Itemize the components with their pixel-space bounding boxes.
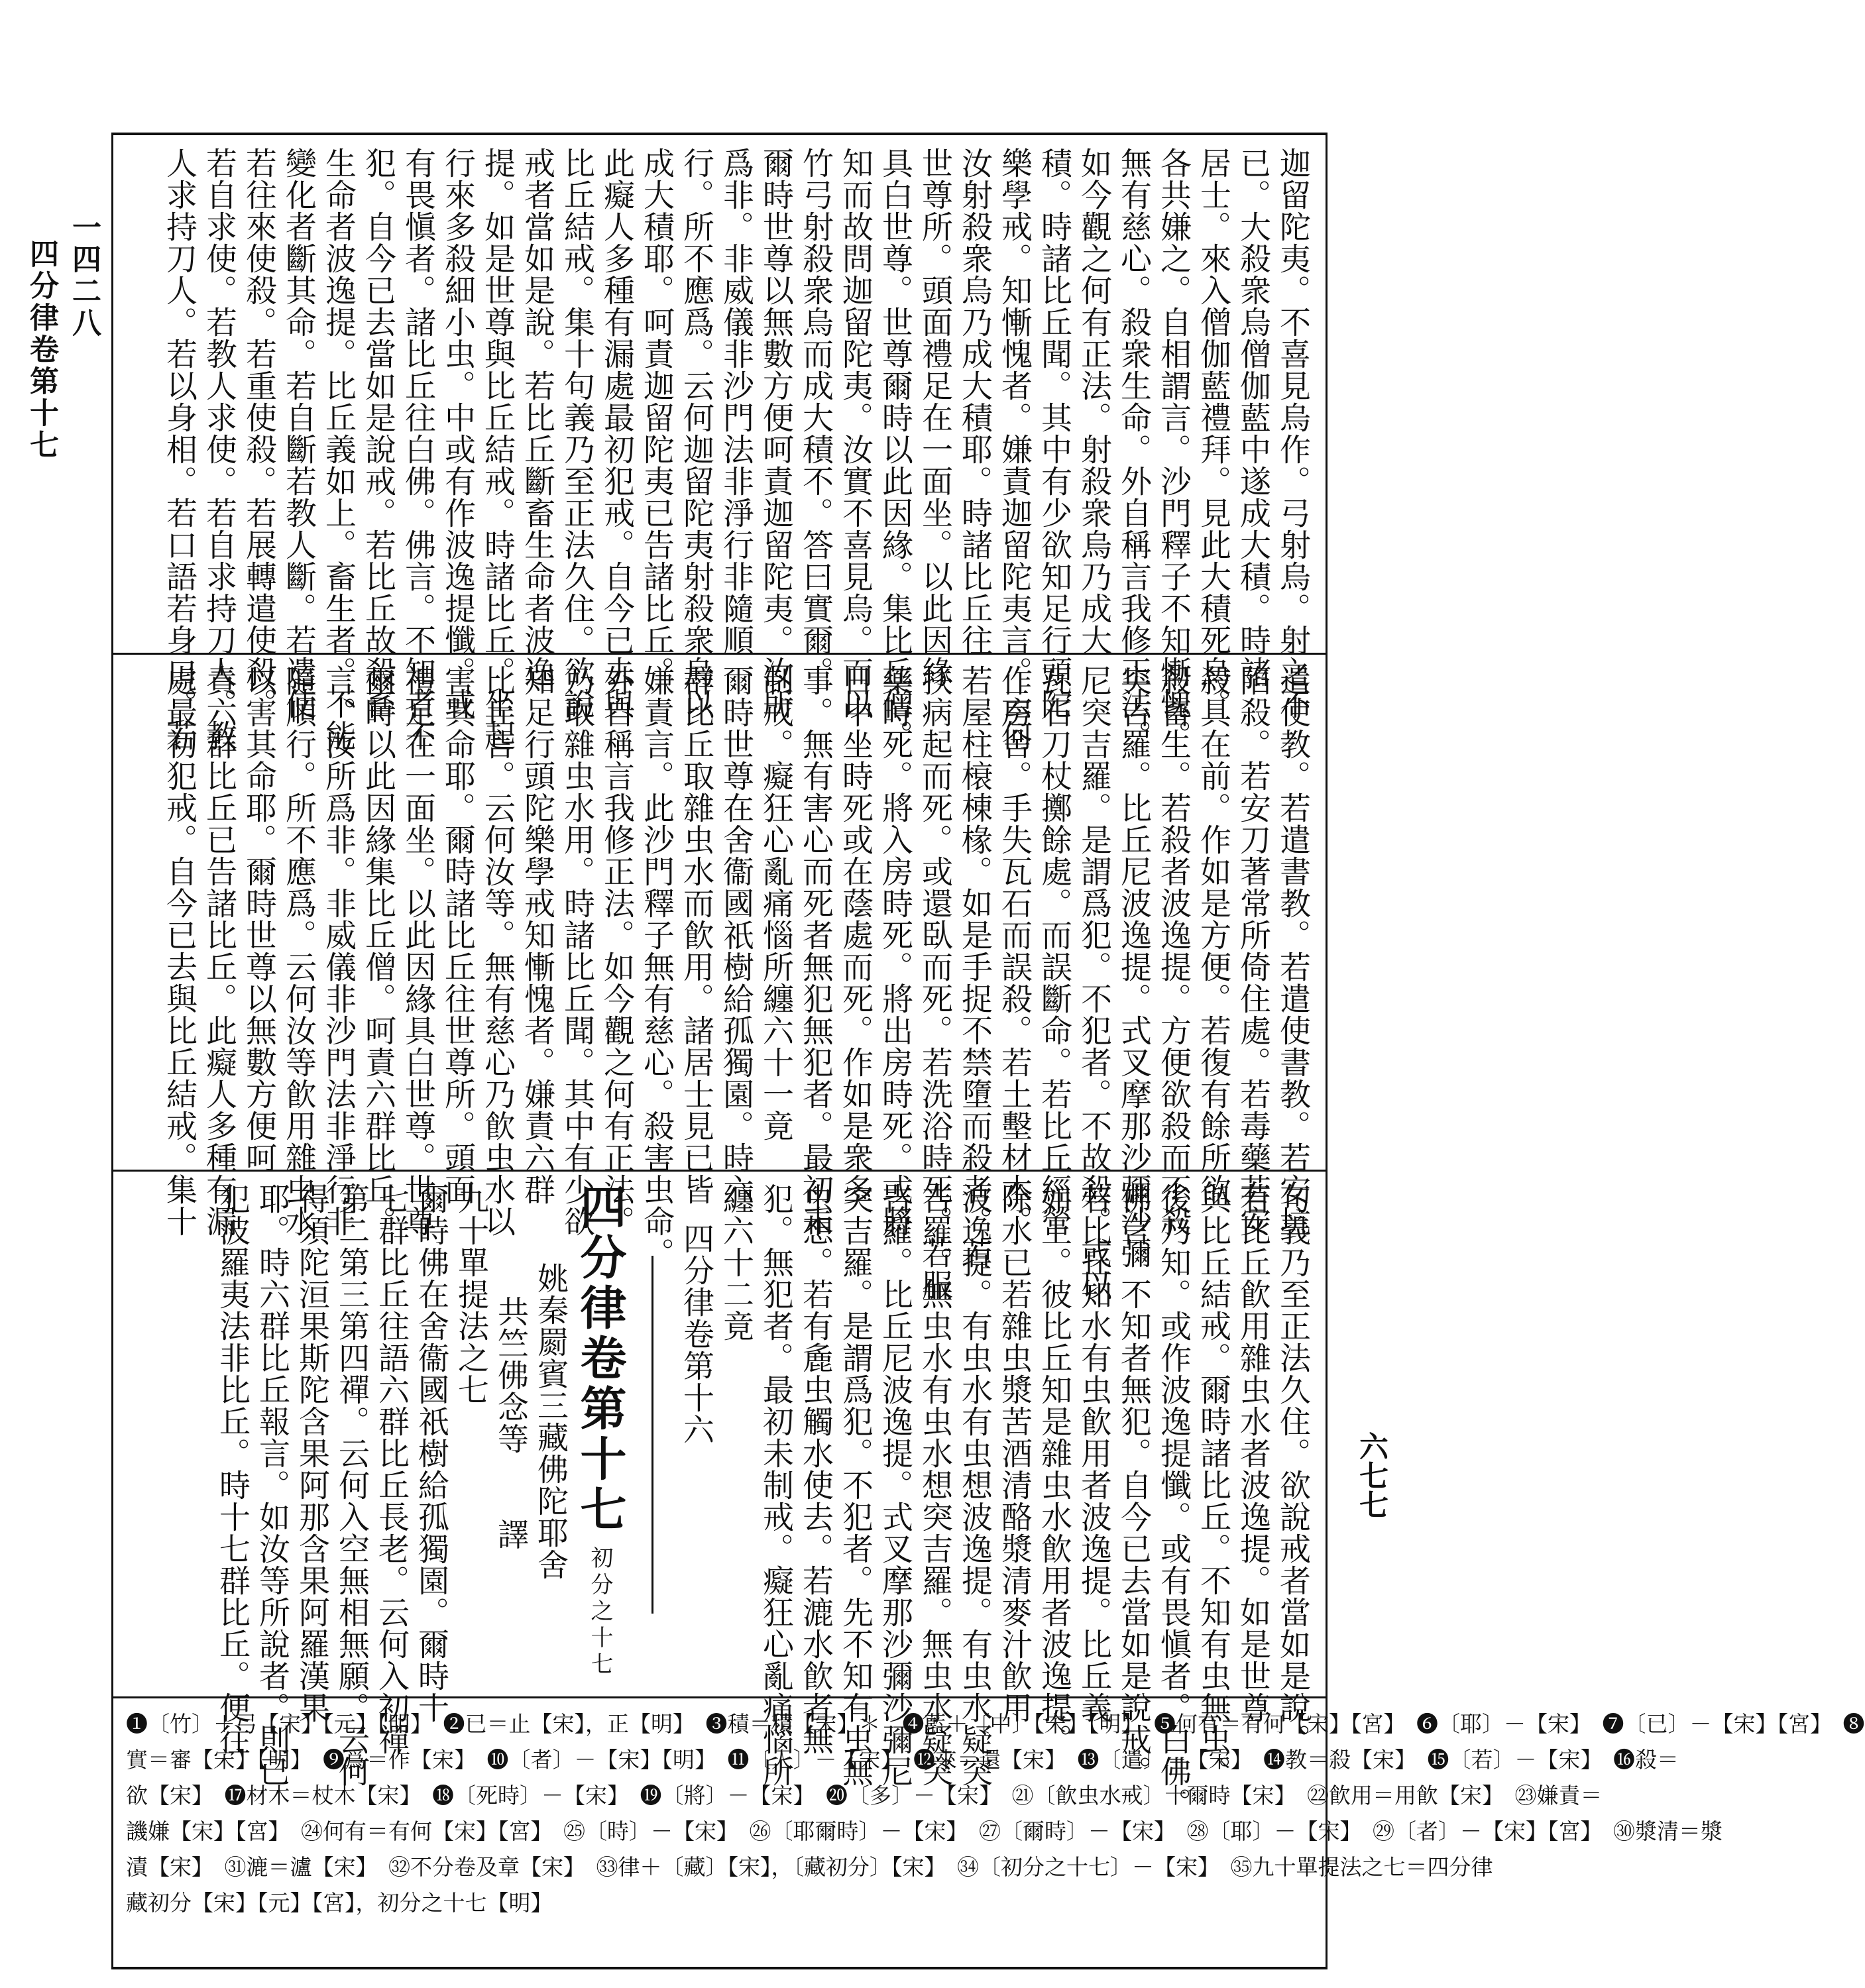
text-column: 如上。彼比丘知是雜虫水飮用者波逸提。 (1036, 1183, 1072, 1755)
text-column: 吉羅。無虫水有虫水想突吉羅。無虫水疑突 (917, 1183, 953, 1787)
text-column: 扶病起而死。或還臥而死。若洗浴時死。若服 (917, 665, 953, 1301)
text-column: 群比丘取雜虫水而飮用。諸居士見已皆 (678, 665, 714, 1205)
text-column: 若自求使。若教人求使。若自求持刀人。教 (201, 147, 237, 751)
text-column: 七群比丘往語六群比丘長老。云何入初禪 (373, 1183, 410, 1755)
text-column: 行來多殺細小虫。中或有作波逸提懺。或 (439, 147, 476, 720)
text-column: 外自稱言我修正法。如今觀之何有正法。 (598, 665, 635, 1237)
footnote-line: 欲【宋】 ⓱材木＝杖木【宋】 ⓲〔死時〕－【宋】 ⓳〔將〕－【宋】 ⓴〔多〕－【宋】 ㉑〔飮虫水戒〕十爾時【宋】 ㉒飮用＝用飮【宋】 ㉓嫌責＝ (126, 1783, 1603, 1808)
frame-top-rule (111, 133, 1328, 135)
text-column: 突吉羅。比丘尼波逸提。式叉摩那沙彌沙彌 (1115, 665, 1152, 1269)
text-column: 爾時以此因緣集比丘僧。呵責六群比丘。 (360, 665, 396, 1237)
text-column: 陷殺。若安刀著常所倚住處。若毒藥若安 (1235, 665, 1271, 1237)
footnote-line: 譏嫌【宋】【宮】 ㉔何有＝有何【宋】【宮】 ㉕〔時〕－【宋】 ㉖〔耶爾時〕－【宋】 ㉗〔爾時〕－【宋】 ㉘〔耶〕－【宋】 ㉙〔者〕－【宋】【宮】 ㉚漿清＝漿 (126, 1818, 1723, 1844)
text-column: 瓦石刀杖擲餘處。而誤斷命。若比丘經營 (1036, 665, 1072, 1237)
text-column: 人求持刀人。若以身相。若口語若身口。若 (161, 147, 198, 751)
text-column: 若往來使殺。若重使殺。若展轉遣使殺。 (241, 147, 277, 720)
footnote-line: ❶〔竹〕＋弓【宋】【元】【明】 ❷已＝止【宋】，正【明】 ❸積＝積【宋】＊ ❹藍＋〔中〕【宋】【明】 ❺何有＝有何【宋】【宮】 ❻〔耶〕－【宋】 ❼〔已〕－【宋】【宮】 ❽ (126, 1711, 1865, 1737)
volume-title (570, 1183, 630, 1686)
text-column: 害其命耶。爾時諸比丘往世尊所。頭面 (439, 665, 476, 1205)
text-column: 積。時諸比丘聞。其中有少欲知足行頭陀 (1036, 147, 1072, 720)
text-column: 以害其命耶。爾時世尊以無數方便呵 (241, 665, 277, 1174)
text-column: 纏六十二竟 (718, 1183, 754, 1342)
text-column: 第二第三第四禪。云何入空無相無願。云何 (333, 1183, 370, 1787)
text-column: 制戒。癡狂心亂痛惱所纏六十一竟 (758, 665, 794, 1142)
text-column: 爾時世尊在舍衞國祇樹給孤獨園。時六 (718, 665, 754, 1205)
text-column: 尼突吉羅。是謂爲犯。不犯者。不故殺。或以 (1076, 665, 1112, 1301)
frame-bottom-rule (111, 1967, 1328, 1969)
text-column: 生命者波逸提。比丘義如上。畜生者。不能 (320, 147, 357, 751)
text-column: 犯。自今已去當如是說戒。若比丘故殺畜 (360, 147, 396, 720)
volume-title-sub: 初分之十七 (587, 1546, 613, 1679)
text-column: 禮足在一面坐。以此因緣具白世尊。世尊 (400, 665, 436, 1237)
footnote-line: 藏初分【宋】【元】【宮】，初分之十七【明】 (126, 1890, 553, 1916)
text-column: 此癡人多種有漏處最初犯戒。自今已去與 (598, 147, 635, 720)
text-column: 比丘言。云何汝等。無有慈心乃飮虫水以 (479, 665, 516, 1237)
text-column: 有畏愼者。諸比丘往白佛。佛言。不知者不 (400, 147, 436, 751)
translator-line: 姚秦罽賓三藏佛陀耶舍 (532, 1262, 569, 1580)
text-column: 提。如是世尊與比丘結戒。時諸比丘。坐起 (479, 147, 516, 751)
section-heading: 九十單提法之七 (453, 1183, 489, 1406)
text-column: 事。無有害心而死者無犯無犯者。最初未 (797, 665, 834, 1237)
text-column: 比丘結戒。集十句義乃至正法久住。欲說 (559, 147, 595, 720)
text-column: 藥時死。將入房時死。將出房時死。或將 (877, 665, 913, 1237)
text-column: 嫌責言。此沙門釋子無有慈心。殺害虫命。 (638, 665, 675, 1269)
running-title: 四分律卷第十七 (25, 239, 58, 461)
footnotes (126, 1706, 1865, 1921)
text-column: 犯。無犯者。最初未制戒。癡狂心亂痛惱所 (758, 1183, 794, 1787)
text-column: 吉羅。比丘尼波逸提。式叉摩那沙彌沙彌尼 (877, 1183, 913, 1787)
text-column: 言。汝所爲非。非威儀非沙門法非淨行非 (320, 665, 357, 1237)
translator-line: 共竺佛念等 譯 (492, 1296, 529, 1550)
page-number: 一四二八 (67, 212, 101, 339)
text-column: 突吉羅。是謂爲犯。不犯者。先不知有虫無 (837, 1183, 874, 1787)
text-column: 變化者斷其命。若自斷若教人斷。若遣使 (280, 147, 317, 720)
section-separator (630, 1183, 676, 1686)
text-column: 後乃知。或作波逸提懺。或有畏愼者。白佛。 (1155, 1183, 1192, 1819)
text-column: 若屋柱榱棟椽。如是手捉不禁墮而殺者。若 (956, 665, 993, 1269)
text-column: 隨順行。所不應爲。云何汝等飮用雜虫水 (280, 665, 317, 1237)
text-column: 行。所不應爲。云何迦留陀夷射殺衆烏以 (678, 147, 714, 720)
text-column: 無有慈心。殺衆生命。外自稱言我修正法。 (1115, 147, 1152, 751)
text-column: 知足行頭陀樂學戒知慚愧者。嫌責六群 (519, 665, 555, 1205)
frame-right-rule (1326, 133, 1328, 1967)
text-column: 得須陀洹果斯陀含果阿那含果阿羅漢果 (294, 1183, 330, 1724)
text-column: 作房舍。手失瓦石而誤殺。若土墼材木。 (996, 665, 1033, 1237)
text-column: 乃取雜虫水用。時諸比丘聞。其中有少欲 (559, 665, 595, 1237)
text-column: 成大積耶。呵責迦留陀夷已告諸比丘。 (638, 147, 675, 688)
text-column: 若比丘飮用雜虫水者波逸提。如是世尊 (1235, 1183, 1271, 1724)
text-column: 虫想。若有麁虫觸水使去。若漉水飮者無 (797, 1183, 834, 1755)
text-column: 知而故問迦留陀夷。汝實不喜見烏。而以 (837, 147, 874, 720)
text-column: 樂學戒。知慚愧者。嫌責迦留陀夷言。云何 (996, 147, 1033, 751)
text-column: 殺畜生。若殺者波逸提。方便欲殺而不殺 (1155, 665, 1192, 1237)
text-column: 爾時佛在舍衞國祇樹給孤獨園。爾時十 (413, 1183, 449, 1724)
column-number: 六七七 (1354, 1431, 1388, 1519)
text-column: 若比丘知水有虫飮用者波逸提。比丘義 (1076, 1183, 1112, 1724)
text-column: 已。大殺衆烏僧伽藍中遂成大積。時諸 (1235, 147, 1271, 688)
text-column: 戒者當如是說。若比丘斷畜生命者波逸 (519, 147, 555, 688)
text-column: 波逸提。有虫水有虫想波逸提。有虫水疑突 (956, 1183, 993, 1787)
register-top (126, 147, 1312, 751)
text-column: 具白世尊。世尊爾時以此因緣。集比丘僧。 (877, 147, 913, 751)
text-column: 如今觀之何有正法。射殺衆烏乃成大 (1076, 147, 1112, 656)
text-column: 犯波羅夷法非比丘。時十七群比丘。便往 (214, 1183, 251, 1755)
text-column: 遣使教。若遣書教。若遣使書教。若安坑 (1274, 665, 1311, 1237)
footnote-line: 漬【宋】 ㉛漉＝瀘【宋】 ㉜不分卷及章【宋】 ㉝律＋〔藏〕【宋】，〔藏初分〕【宋】 ㉞〔初分之十七〕－【宋】 ㉟九十單提法之七＝四分律 (126, 1854, 1493, 1880)
text-column: 日中坐時死或在蔭處而死。作如是衆多 (837, 665, 874, 1205)
text-column: 汝射殺衆烏乃成大積耶。時諸比丘往 (956, 147, 993, 656)
left-margin-header (25, 212, 105, 461)
text-column: 迦留陀夷。不喜見烏作。弓射烏。射之不 (1274, 147, 1311, 720)
text-column: 處最初犯戒。自今已去與比丘結戒。集十 (161, 665, 198, 1237)
volume-title-main: 四分律卷第十七 (573, 1183, 628, 1535)
text-column: 除水已若雜虫漿苦酒清酪漿清麥汁飮用 (996, 1183, 1033, 1724)
text-column: 爾時世尊以無數方便呵責迦留陀夷。汝所 (758, 147, 794, 720)
text-column: 爲非。非威儀非沙門法非淨行非隨順 (718, 147, 754, 656)
footnote-line: 實＝審【宋】【明】 ❾爲＝作【宋】 ❿〔者〕－【宋】【明】 ⓫〔人〕－【宋】 ⓬來＝還【宋】 ⓭〔遣〕－【宋】 ⓮教＝殺【宋】 ⓯〔若〕－【宋】 ⓰殺＝ (126, 1747, 1679, 1773)
text-column: 與比丘結戒。爾時諸比丘。不知有虫無虫。 (1195, 1183, 1231, 1787)
text-column: 責六群比丘已告諸比丘。此癡人多種有漏 (201, 665, 237, 1237)
text-column: 殺具在前。作如是方便。若復有餘所欲 (1195, 665, 1231, 1205)
frame-left-rule (111, 133, 113, 1967)
text-column: 竹弓射殺衆烏而成大積不。答曰實爾。 (797, 147, 834, 688)
text-column: 各共嫌之。自相謂言。沙門釋子不知慚愧。 (1155, 147, 1192, 751)
volume-end-title: 四分律卷第十六 (678, 1223, 714, 1445)
text-column: 佛言。不知者無犯。自今已去當如是說戒。 (1115, 1183, 1152, 1787)
text-column: 世尊所。頭面禮足在一面坐。以此因緣 (917, 147, 953, 688)
text-column: 居士。來入僧伽藍禮拜。見此大積死烏。 (1195, 147, 1231, 720)
text-column: 句義乃至正法久住。欲說戒者當如是說。 (1274, 1183, 1311, 1755)
text-column: 耶。時六群比丘報言。如汝等所說者。則已 (254, 1183, 290, 1787)
